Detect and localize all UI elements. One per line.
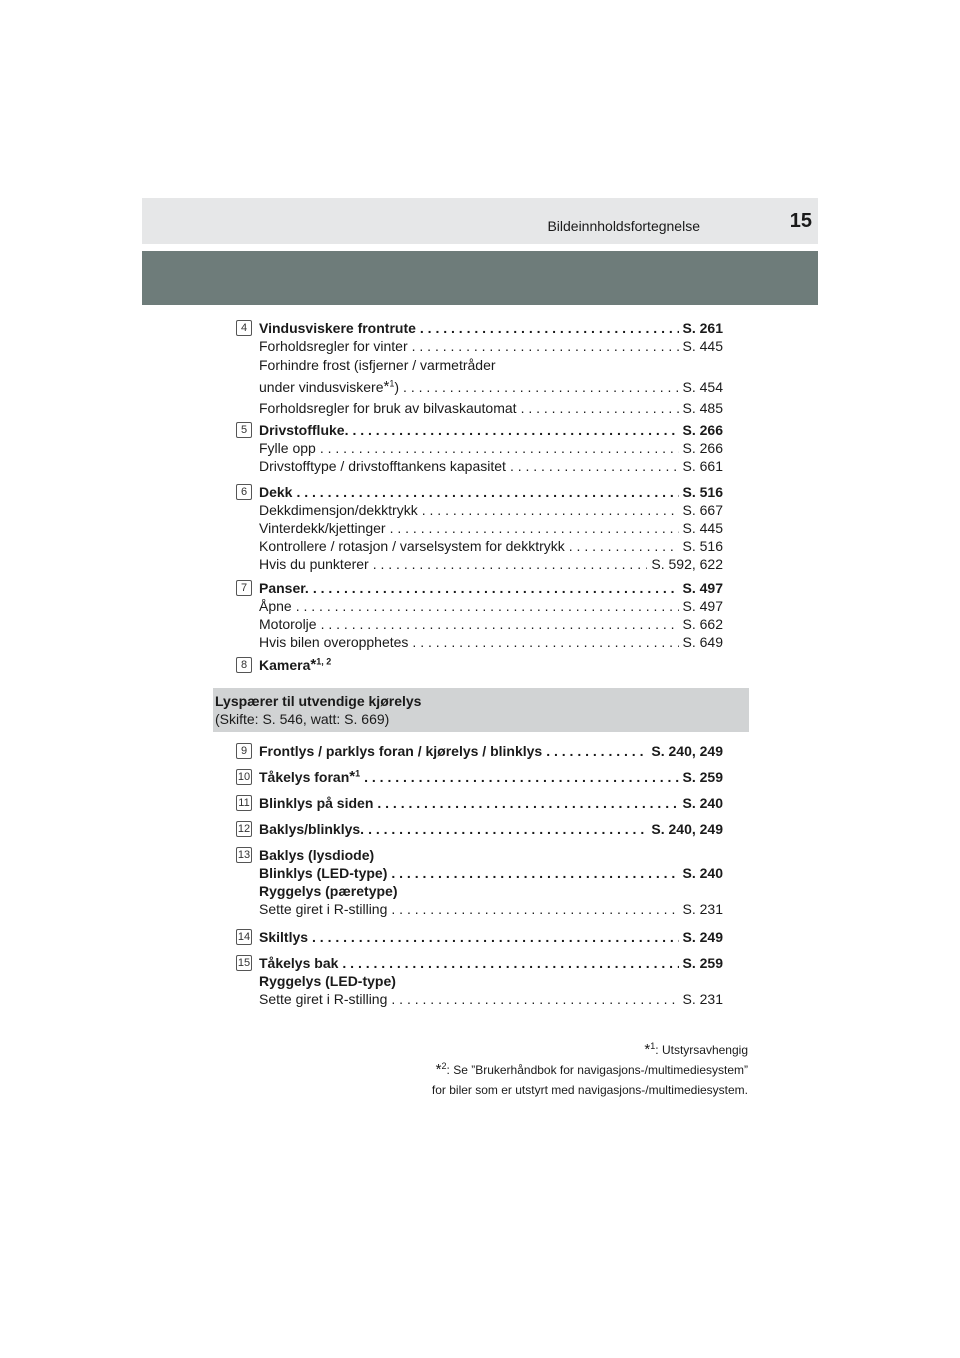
toc-row[interactable]: [259, 882, 723, 900]
dot-leader: [546, 742, 647, 760]
item-number-badge: 5: [236, 422, 252, 438]
dot-leader: [321, 615, 679, 633]
toc-entry: [259, 579, 723, 651]
toc-row[interactable]: [259, 928, 723, 946]
page-reference: S. 485: [682, 400, 723, 416]
page-reference: S. 662: [682, 616, 723, 632]
page-reference: S. 497: [682, 580, 723, 596]
section-header: [213, 688, 749, 732]
toc-entry: [259, 742, 723, 760]
toc-row[interactable]: [259, 457, 723, 475]
dot-leader: [510, 457, 679, 475]
toc-row[interactable]: [259, 768, 723, 786]
page-reference: S. 649: [682, 634, 723, 650]
dot-leader: [312, 928, 678, 946]
page-reference: S. 240, 249: [651, 821, 723, 837]
toc-row[interactable]: [259, 555, 723, 573]
toc-row[interactable]: [259, 742, 723, 760]
toc-label: Drivstofftype / drivstofftankens kapasitet: [259, 458, 506, 474]
footnote-2-cont: for biler som er utstyrt med navigasjons-/multimediesystem.: [431, 1083, 748, 1097]
page-reference: S. 240, 249: [651, 743, 723, 759]
dot-leader: [422, 501, 679, 519]
page-reference: S. 454: [682, 379, 723, 395]
dot-leader: [391, 864, 678, 882]
toc-row[interactable]: [259, 990, 723, 1008]
toc-entry: [259, 319, 723, 417]
toc-label: Tåkelys bak: [259, 955, 339, 971]
toc-label: Baklys (lysdiode): [259, 847, 375, 863]
section-title: Lyspærer til utvendige kjørelys: [215, 693, 422, 709]
toc-label: Sette giret i R-stilling: [259, 901, 388, 917]
toc-row[interactable]: [259, 656, 723, 674]
toc-row[interactable]: [259, 633, 723, 651]
dot-leader: [368, 820, 647, 838]
toc-row[interactable]: [259, 399, 723, 417]
page-reference: S. 661: [682, 458, 723, 474]
dot-leader: [352, 421, 678, 439]
toc-row[interactable]: [259, 900, 723, 918]
dot-leader: [403, 378, 678, 396]
toc-row[interactable]: [259, 439, 723, 457]
toc-label: Kontrollere / rotasjon / varselsystem for dekktrykk: [259, 538, 565, 554]
toc-row[interactable]: [259, 501, 723, 519]
toc-label: Hvis bilen overopphetes: [259, 634, 409, 650]
item-number-badge: 10: [237, 771, 251, 783]
dot-leader: [412, 337, 679, 355]
toc-row[interactable]: [259, 954, 723, 972]
toc-label: Baklys/blinklys.: [259, 821, 365, 837]
toc-label: Ryggelys (LED-type): [259, 973, 396, 989]
toc-label: Vinterdekk/kjettinger: [259, 520, 386, 536]
toc-row[interactable]: [259, 820, 723, 838]
toc-row[interactable]: [259, 794, 723, 812]
page-reference: S. 266: [682, 422, 723, 438]
dot-leader: [569, 537, 679, 555]
dot-leader: [391, 900, 678, 918]
toc-row[interactable]: [259, 337, 723, 355]
page-header: [142, 198, 818, 244]
toc-entry: [259, 954, 723, 1008]
toc-entry: [259, 794, 723, 812]
toc-label: Hvis du punkterer: [259, 556, 369, 572]
toc-label: Dekk: [259, 484, 293, 500]
page-reference: S. 445: [682, 338, 723, 354]
dot-leader: [390, 519, 679, 537]
toc-entry: [259, 483, 723, 573]
page-reference: S. 497: [682, 598, 723, 614]
page-number: 15: [789, 210, 812, 232]
toc-entry: [259, 820, 723, 838]
footnote-1: *$^1$: Utstyrsavhengig: [644, 1041, 748, 1058]
toc-label: Skiltlys: [259, 929, 309, 945]
toc-label: Panser.: [259, 580, 309, 596]
page-reference: S. 249: [682, 929, 723, 945]
toc-row[interactable]: [259, 537, 723, 555]
header-banner: [142, 251, 818, 305]
toc-entry: [259, 768, 723, 786]
toc-entry: [259, 656, 723, 674]
dot-leader: [373, 555, 648, 573]
dot-leader: [320, 439, 679, 457]
toc-label: Ryggelys (pæretype): [259, 883, 398, 899]
toc-row[interactable]: [259, 597, 723, 615]
toc-label: Forholdsregler for vinter: [259, 338, 408, 354]
toc-row[interactable]: [259, 421, 723, 439]
page-reference: S. 261: [682, 320, 723, 336]
toc-row[interactable]: [259, 615, 723, 633]
header-title: Bildeinnholdsfortegnelse: [547, 218, 700, 234]
page-reference: S. 240: [682, 795, 723, 811]
toc-label: Forholdsregler for bruk av bilvaskautomat: [259, 400, 517, 416]
footnotes: [432, 1040, 748, 1100]
toc-label: Drivstoffluke.: [259, 422, 349, 438]
item-number-badge: 14: [237, 931, 251, 943]
toc-row[interactable]: [259, 356, 723, 374]
page-reference: S. 266: [682, 440, 723, 456]
toc-entry: [259, 928, 723, 946]
item-number-badge: 13: [237, 849, 251, 861]
dot-leader: [296, 597, 679, 615]
page-reference: S. 667: [682, 502, 723, 518]
toc-row[interactable]: [259, 864, 723, 882]
dot-leader: [521, 399, 679, 417]
toc-label: Blinklys (LED-type): [259, 865, 388, 881]
footnote-2: *$^2$: Se ”Brukerhåndbok for navigasjons-/multimediesystem”: [435, 1061, 748, 1078]
dot-leader: [412, 633, 678, 651]
item-number-badge: 12: [237, 823, 251, 835]
dot-leader: [296, 483, 678, 501]
item-number-badge: 6: [236, 484, 252, 500]
page-reference: S. 240: [682, 865, 723, 881]
dot-leader: [391, 990, 678, 1008]
item-number-badge: 4: [236, 320, 252, 336]
page-reference: S. 445: [682, 520, 723, 536]
toc-label: Motorolje: [259, 616, 317, 632]
item-number-badge: 7: [236, 580, 252, 596]
toc-label: Åpne: [259, 598, 292, 614]
toc-row[interactable]: [259, 519, 723, 537]
toc-label: Dekkdimensjon/dekktrykk: [259, 502, 418, 518]
section-subtitle: (Skifte: S. 546, watt: S. 669): [215, 711, 390, 727]
toc-label: Kamera*$^{1, 2}$: [259, 656, 332, 673]
page-reference: S. 259: [682, 955, 723, 971]
item-number-badge: 15: [237, 957, 251, 969]
dot-leader: [313, 579, 679, 597]
toc-row[interactable]: [259, 483, 723, 501]
toc-row[interactable]: [259, 319, 723, 337]
toc-label: Frontlys / parklys foran / kjørelys / blinklys: [259, 743, 543, 759]
toc-label: Tåkelys foran*$^1$: [259, 768, 361, 785]
page-reference: S. 259: [682, 769, 723, 785]
page-reference: S. 516: [682, 484, 723, 500]
page-reference: S. 231: [682, 991, 723, 1007]
dot-leader: [342, 954, 678, 972]
toc-row[interactable]: [259, 972, 723, 990]
toc-row[interactable]: [259, 579, 723, 597]
toc-label: Sette giret i R-stilling: [259, 991, 388, 1007]
item-number-badge: 8: [236, 657, 252, 673]
toc-row[interactable]: [259, 846, 723, 864]
dot-leader: [364, 768, 678, 786]
toc-entry: [259, 421, 723, 475]
toc-row[interactable]: [259, 378, 723, 396]
toc-label: Vindusviskere frontrute: [259, 320, 416, 336]
dot-leader: [420, 319, 679, 337]
page-reference: S. 231: [682, 901, 723, 917]
item-number-badge: 11: [236, 795, 252, 811]
toc-label: under vindusviskere*$^1$): [259, 378, 400, 395]
toc-label: Fylle opp: [259, 440, 316, 456]
page-reference: S. 516: [682, 538, 723, 554]
item-number-badge: 9: [236, 743, 252, 759]
toc-label: Forhindre frost (isfjerner / varmetråder: [259, 357, 496, 373]
page-reference: S. 592, 622: [651, 556, 723, 572]
toc-entry: [259, 846, 723, 918]
toc-label: Blinklys på siden: [259, 795, 374, 811]
dot-leader: [377, 794, 678, 812]
